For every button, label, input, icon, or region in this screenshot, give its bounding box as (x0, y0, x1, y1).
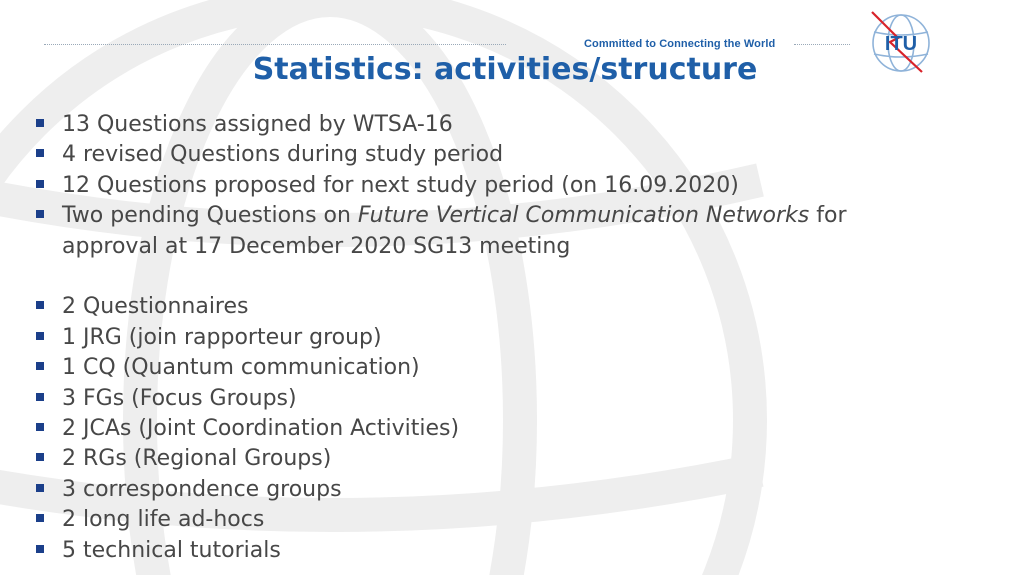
list-item: 2 RGs (Regional Groups) (32, 444, 932, 474)
list-spacer (32, 262, 932, 292)
list-item: 3 correspondence groups (32, 475, 932, 505)
list-item: 12 Questions proposed for next study period (on 16.09.2020) (32, 171, 932, 201)
list-item: 5 technical tutorials (32, 536, 932, 566)
logo-text: ITU (884, 33, 918, 55)
list-item-pending-questions (32, 201, 922, 262)
list-item: 2 Questionnaires (32, 292, 932, 322)
header-rule-left (44, 44, 506, 45)
header-rule-right (794, 44, 850, 45)
pending-emphasis: Future Vertical Communication Networks (357, 203, 810, 229)
list-item: 3 FGs (Focus Groups) (32, 384, 932, 414)
list-item: 13 Questions assigned by WTSA-16 (32, 110, 932, 140)
list-item: 1 JRG (join rapporteur group) (32, 323, 932, 353)
bullet-list (32, 110, 932, 566)
list-item: 2 JCAs (Joint Coordination Activities) (32, 414, 932, 444)
list-item: 1 CQ (Quantum communication) (32, 353, 932, 383)
page-title: Statistics: activities/structure (252, 52, 758, 87)
pending-prefix: Two pending Questions on (62, 203, 358, 229)
header-tagline: Committed to Connecting the World (584, 38, 776, 50)
list-item: 4 revised Questions during study period (32, 140, 932, 170)
pending-suffix: for approval at 17 December 2020 SG13 meeting (62, 203, 847, 259)
list-item: 2 long life ad-hocs (32, 505, 932, 535)
